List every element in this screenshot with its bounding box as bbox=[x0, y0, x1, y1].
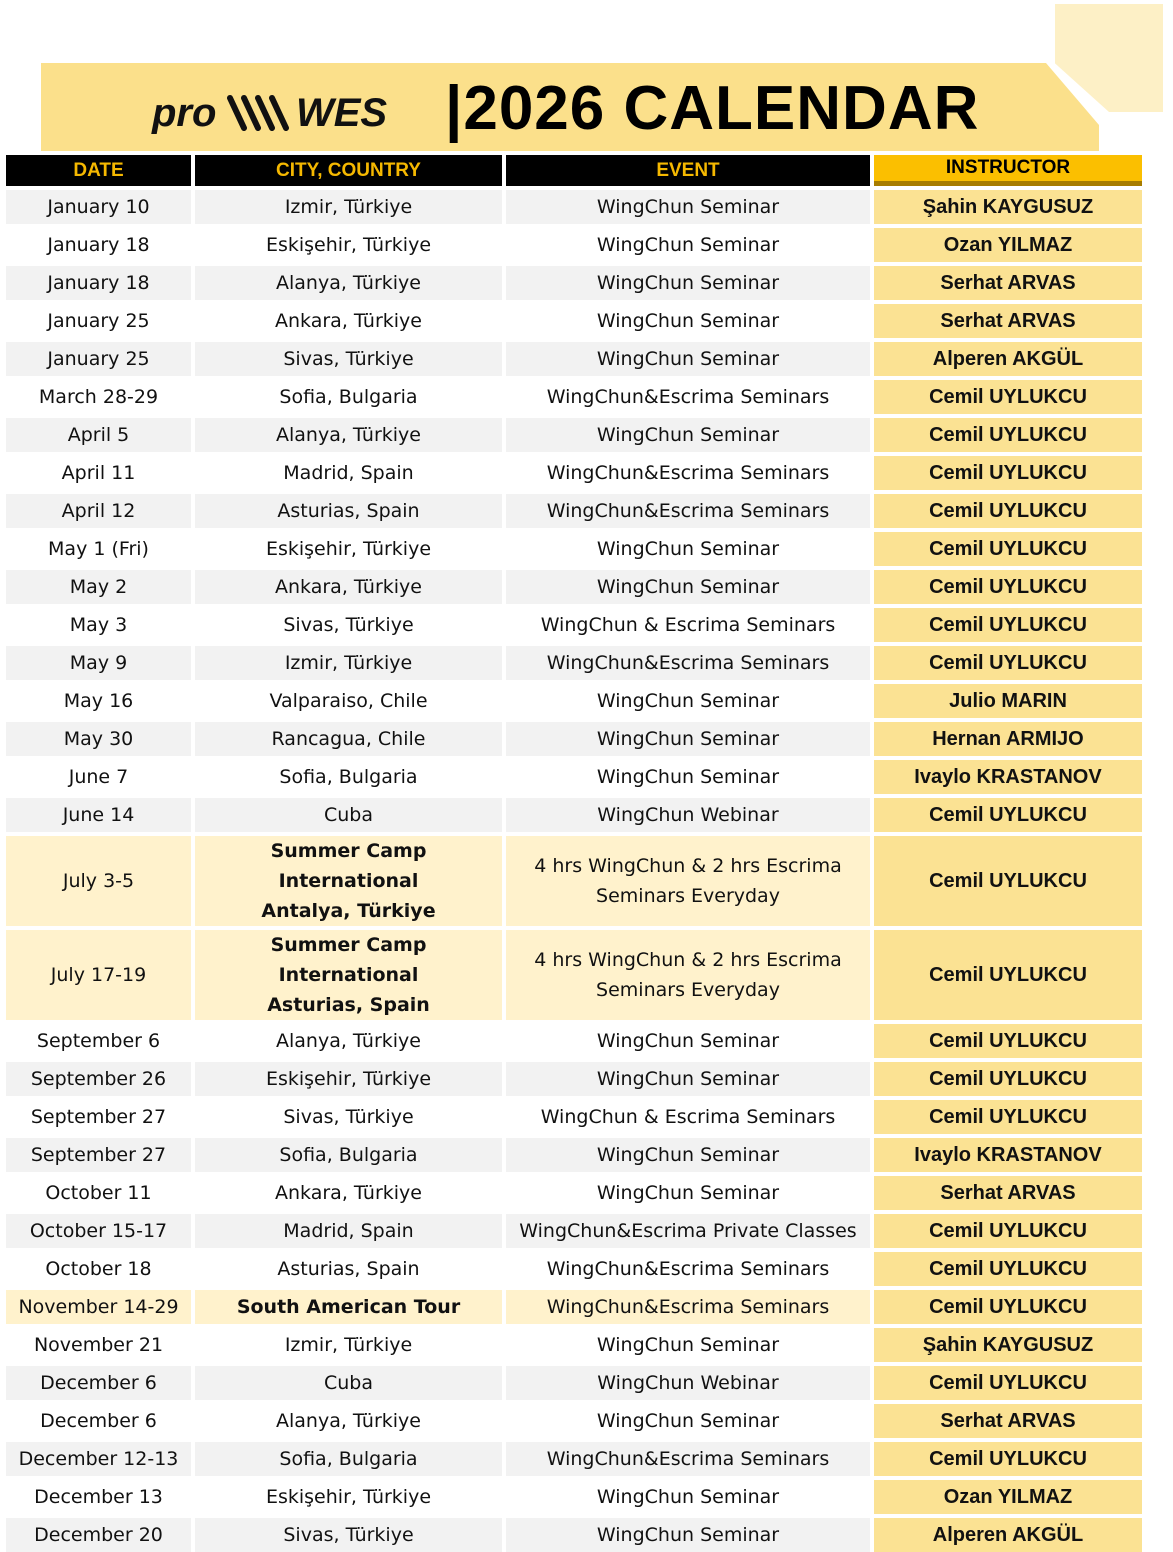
date-cell: September 27 bbox=[6, 1096, 195, 1134]
date-cell: January 18 bbox=[6, 224, 195, 262]
date-cell: April 5 bbox=[6, 414, 195, 452]
date-cell: October 11 bbox=[6, 1172, 195, 1210]
city-cell: Izmir, Türkiye bbox=[195, 186, 506, 224]
date-cell: September 6 bbox=[6, 1020, 195, 1058]
city-cell: Izmir, Türkiye bbox=[195, 1324, 506, 1362]
date-cell: April 12 bbox=[6, 490, 195, 528]
event-cell: WingChun&Escrima Seminars bbox=[506, 1286, 874, 1324]
event-cell: WingChun&Escrima Seminars bbox=[506, 452, 874, 490]
instructor-cell: Cemil UYLUKCU bbox=[874, 1058, 1142, 1096]
city-cell: Alanya, Türkiye bbox=[195, 1020, 506, 1058]
table-row bbox=[6, 1324, 1142, 1362]
date-cell: October 18 bbox=[6, 1248, 195, 1286]
city-cell: Ankara, Türkiye bbox=[195, 1172, 506, 1210]
city-cell: Asturias, Spain bbox=[195, 1248, 506, 1286]
instructor-cell: Ivaylo KRASTANOV bbox=[874, 756, 1142, 794]
table-row bbox=[6, 338, 1142, 376]
city-cell: Cuba bbox=[195, 1362, 506, 1400]
city-cell: Valparaiso, Chile bbox=[195, 680, 506, 718]
event-cell: WingChun Webinar bbox=[506, 1362, 874, 1400]
column-header-city: CITY, COUNTRY bbox=[195, 155, 506, 186]
instructor-cell: Cemil UYLUKCU bbox=[874, 414, 1142, 452]
city-cell: Alanya, Türkiye bbox=[195, 1400, 506, 1438]
date-cell: December 13 bbox=[6, 1476, 195, 1514]
event-line-2: Seminars Everyday bbox=[596, 885, 780, 907]
event-cell: WingChun Seminar bbox=[506, 224, 874, 262]
instructor-cell: Cemil UYLUKCU bbox=[874, 376, 1142, 414]
city-cell: Sivas, Türkiye bbox=[195, 1514, 506, 1552]
event-line-2: Seminars Everyday bbox=[596, 979, 780, 1001]
event-cell: WingChun Seminar bbox=[506, 718, 874, 756]
city-cell: Sofia, Bulgaria bbox=[195, 756, 506, 794]
city-cell bbox=[195, 926, 506, 1020]
prowes-logo bbox=[150, 88, 420, 134]
date-cell: January 18 bbox=[6, 262, 195, 300]
table-row bbox=[6, 1210, 1142, 1248]
table-row bbox=[6, 186, 1142, 224]
event-cell: WingChun Seminar bbox=[506, 1324, 874, 1362]
event-cell: WingChun&Escrima Seminars bbox=[506, 642, 874, 680]
city-line-1: Summer Camp International bbox=[270, 934, 427, 986]
date-cell: January 10 bbox=[6, 186, 195, 224]
table-row bbox=[6, 756, 1142, 794]
date-cell: December 6 bbox=[6, 1362, 195, 1400]
table-row bbox=[6, 1058, 1142, 1096]
instructor-cell: Julio MARIN bbox=[874, 680, 1142, 718]
table-row bbox=[6, 262, 1142, 300]
event-cell: WingChun Seminar bbox=[506, 528, 874, 566]
instructor-cell: Serhat ARVAS bbox=[874, 1400, 1142, 1438]
date-cell: November 14-29 bbox=[6, 1286, 195, 1324]
table-row bbox=[6, 604, 1142, 642]
date-cell: June 14 bbox=[6, 794, 195, 832]
city-cell: Cuba bbox=[195, 794, 506, 832]
event-cell: WingChun&Escrima Seminars bbox=[506, 490, 874, 528]
instructor-cell: Alperen AKGÜL bbox=[874, 338, 1142, 376]
instructor-cell: Şahin KAYGUSUZ bbox=[874, 186, 1142, 224]
date-cell: January 25 bbox=[6, 338, 195, 376]
table-row bbox=[6, 680, 1142, 718]
city-line-2: Antalya, Türkiye bbox=[261, 900, 436, 922]
city-cell: Alanya, Türkiye bbox=[195, 414, 506, 452]
instructor-cell: Cemil UYLUKCU bbox=[874, 604, 1142, 642]
city-cell: Sivas, Türkiye bbox=[195, 1096, 506, 1134]
svg-text:WES: WES bbox=[296, 91, 388, 134]
event-cell: WingChun Seminar bbox=[506, 756, 874, 794]
instructor-cell: Cemil UYLUKCU bbox=[874, 1020, 1142, 1058]
instructor-cell: Serhat ARVAS bbox=[874, 1172, 1142, 1210]
date-cell: May 16 bbox=[6, 680, 195, 718]
table-row bbox=[6, 1362, 1142, 1400]
instructor-cell: Hernan ARMIJO bbox=[874, 718, 1142, 756]
instructor-cell: Cemil UYLUKCU bbox=[874, 1210, 1142, 1248]
date-cell: July 3-5 bbox=[6, 832, 195, 926]
svg-text:pro: pro bbox=[152, 91, 217, 134]
table-row bbox=[6, 224, 1142, 262]
date-cell: May 30 bbox=[6, 718, 195, 756]
table-row bbox=[6, 1438, 1142, 1476]
city-cell: Sofia, Bulgaria bbox=[195, 1438, 506, 1476]
instructor-cell: Alperen AKGÜL bbox=[874, 1514, 1142, 1552]
date-cell: March 28-29 bbox=[6, 376, 195, 414]
event-cell: WingChun Seminar bbox=[506, 566, 874, 604]
date-cell: September 27 bbox=[6, 1134, 195, 1172]
city-cell: Eskişehir, Türkiye bbox=[195, 1058, 506, 1096]
table-row bbox=[6, 452, 1142, 490]
date-cell: April 11 bbox=[6, 452, 195, 490]
table-row-summer-camp bbox=[6, 926, 1142, 1020]
event-cell: WingChun&Escrima Private Classes bbox=[506, 1210, 874, 1248]
instructor-cell: Serhat ARVAS bbox=[874, 262, 1142, 300]
city-cell: Ankara, Türkiye bbox=[195, 300, 506, 338]
city-cell: Rancagua, Chile bbox=[195, 718, 506, 756]
event-cell: WingChun Seminar bbox=[506, 338, 874, 376]
table-row bbox=[6, 490, 1142, 528]
city-cell: Sivas, Türkiye bbox=[195, 604, 506, 642]
city-cell: Madrid, Spain bbox=[195, 452, 506, 490]
city-cell: Sivas, Türkiye bbox=[195, 338, 506, 376]
instructor-cell: Cemil UYLUKCU bbox=[874, 566, 1142, 604]
table-row bbox=[6, 1172, 1142, 1210]
instructor-cell: Ozan YILMAZ bbox=[874, 224, 1142, 262]
table-row bbox=[6, 718, 1142, 756]
event-cell: WingChun Seminar bbox=[506, 1134, 874, 1172]
date-cell: December 6 bbox=[6, 1400, 195, 1438]
instructor-cell: Cemil UYLUKCU bbox=[874, 1362, 1142, 1400]
instructor-cell: Şahin KAYGUSUZ bbox=[874, 1324, 1142, 1362]
instructor-cell: Ivaylo KRASTANOV bbox=[874, 1134, 1142, 1172]
table-row bbox=[6, 1248, 1142, 1286]
instructor-cell: Cemil UYLUKCU bbox=[874, 832, 1142, 926]
event-cell: WingChun Seminar bbox=[506, 1400, 874, 1438]
city-cell: South American Tour bbox=[195, 1286, 506, 1324]
instructor-cell: Ozan YILMAZ bbox=[874, 1476, 1142, 1514]
city-cell: Sofia, Bulgaria bbox=[195, 1134, 506, 1172]
table-row bbox=[6, 414, 1142, 452]
city-cell: Asturias, Spain bbox=[195, 490, 506, 528]
event-cell: WingChun Seminar bbox=[506, 1476, 874, 1514]
instructor-cell: Cemil UYLUKCU bbox=[874, 490, 1142, 528]
instructor-cell: Cemil UYLUKCU bbox=[874, 1248, 1142, 1286]
date-cell: October 15-17 bbox=[6, 1210, 195, 1248]
table-row bbox=[6, 1514, 1142, 1552]
instructor-cell: Cemil UYLUKCU bbox=[874, 452, 1142, 490]
instructor-cell: Cemil UYLUKCU bbox=[874, 794, 1142, 832]
date-cell: May 3 bbox=[6, 604, 195, 642]
table-row bbox=[6, 1134, 1142, 1172]
city-cell: Eskişehir, Türkiye bbox=[195, 528, 506, 566]
city-cell: Madrid, Spain bbox=[195, 1210, 506, 1248]
date-cell: September 26 bbox=[6, 1058, 195, 1096]
table-row bbox=[6, 1020, 1142, 1058]
column-header-event: EVENT bbox=[506, 155, 874, 186]
table-row bbox=[6, 642, 1142, 680]
city-line-2: Asturias, Spain bbox=[267, 994, 430, 1016]
date-cell: December 12-13 bbox=[6, 1438, 195, 1476]
table-row bbox=[6, 1400, 1142, 1438]
event-cell bbox=[506, 832, 874, 926]
event-cell bbox=[506, 926, 874, 1020]
date-cell: July 17-19 bbox=[6, 926, 195, 1020]
event-cell: WingChun Seminar bbox=[506, 414, 874, 452]
event-cell: WingChun Seminar bbox=[506, 1514, 874, 1552]
table-row bbox=[6, 300, 1142, 338]
event-cell: WingChun Seminar bbox=[506, 680, 874, 718]
table-row bbox=[6, 376, 1142, 414]
instructor-cell: Cemil UYLUKCU bbox=[874, 1438, 1142, 1476]
event-line-1: 4 hrs WingChun & 2 hrs Escrima bbox=[534, 855, 842, 877]
date-cell: May 2 bbox=[6, 566, 195, 604]
event-cell: WingChun Seminar bbox=[506, 300, 874, 338]
city-cell: Izmir, Türkiye bbox=[195, 642, 506, 680]
date-cell: May 9 bbox=[6, 642, 195, 680]
event-cell: WingChun&Escrima Seminars bbox=[506, 1248, 874, 1286]
event-cell: WingChun Seminar bbox=[506, 186, 874, 224]
city-cell: Eskişehir, Türkiye bbox=[195, 1476, 506, 1514]
table-row-tour bbox=[6, 1286, 1142, 1324]
table-row bbox=[6, 528, 1142, 566]
table-header-row bbox=[6, 155, 1142, 186]
date-cell: May 1 (Fri) bbox=[6, 528, 195, 566]
table-row bbox=[6, 1096, 1142, 1134]
table-row bbox=[6, 566, 1142, 604]
city-line-1: Summer Camp International bbox=[270, 840, 427, 892]
event-cell: WingChun Seminar bbox=[506, 1020, 874, 1058]
city-cell: Sofia, Bulgaria bbox=[195, 376, 506, 414]
table-row-summer-camp bbox=[6, 832, 1142, 926]
event-cell: WingChun Seminar bbox=[506, 262, 874, 300]
instructor-cell: Cemil UYLUKCU bbox=[874, 926, 1142, 1020]
event-cell: WingChun&Escrima Seminars bbox=[506, 376, 874, 414]
date-cell: December 20 bbox=[6, 1514, 195, 1552]
instructor-cell: Cemil UYLUKCU bbox=[874, 1286, 1142, 1324]
date-cell: November 21 bbox=[6, 1324, 195, 1362]
date-cell: June 7 bbox=[6, 756, 195, 794]
date-cell: January 25 bbox=[6, 300, 195, 338]
table-row bbox=[6, 1476, 1142, 1514]
city-cell: Ankara, Türkiye bbox=[195, 566, 506, 604]
event-cell: WingChun&Escrima Seminars bbox=[506, 1438, 874, 1476]
city-cell: Eskişehir, Türkiye bbox=[195, 224, 506, 262]
city-cell bbox=[195, 832, 506, 926]
event-cell: WingChun Webinar bbox=[506, 794, 874, 832]
event-cell: WingChun Seminar bbox=[506, 1172, 874, 1210]
instructor-cell: Cemil UYLUKCU bbox=[874, 1096, 1142, 1134]
column-header-date: DATE bbox=[6, 155, 195, 186]
event-line-1: 4 hrs WingChun & 2 hrs Escrima bbox=[534, 949, 842, 971]
city-cell: Alanya, Türkiye bbox=[195, 262, 506, 300]
page-title: |2026 CALENDAR bbox=[445, 74, 980, 143]
instructor-cell: Serhat ARVAS bbox=[874, 300, 1142, 338]
event-cell: WingChun & Escrima Seminars bbox=[506, 1096, 874, 1134]
calendar-table bbox=[6, 155, 1142, 1552]
instructor-cell: Cemil UYLUKCU bbox=[874, 528, 1142, 566]
column-header-instructor: INSTRUCTOR bbox=[874, 155, 1142, 186]
event-cell: WingChun Seminar bbox=[506, 1058, 874, 1096]
instructor-cell: Cemil UYLUKCU bbox=[874, 642, 1142, 680]
event-cell: WingChun & Escrima Seminars bbox=[506, 604, 874, 642]
table-row bbox=[6, 794, 1142, 832]
